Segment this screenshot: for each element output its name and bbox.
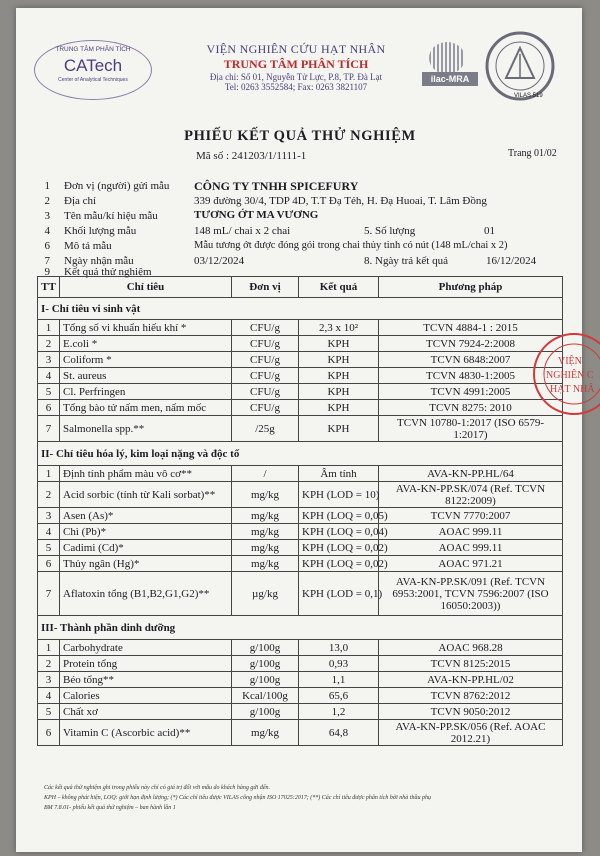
cell-unit: Kcal/100g [232, 688, 299, 704]
table-row [38, 400, 563, 416]
cell-criteria: Calories [60, 688, 232, 704]
table-row [38, 416, 563, 442]
section-header-row [38, 616, 563, 640]
cell-unit: mg/kg [232, 720, 299, 746]
cell-result: KPH [299, 400, 379, 416]
info-value-description: Mẫu tương ớt được đóng gói trong chai thủy tinh có nút (148 mL/chai x 2) [194, 240, 508, 251]
info-value-return-date: 16/12/2024 [486, 255, 537, 267]
info-value-sender: CÔNG TY TNHH SPICEFURY [194, 179, 359, 193]
table-row [38, 336, 563, 352]
header-address: Địa chỉ: Số 01, Nguyễn Tử Lực, P.8, TP. Đà Lạt [209, 72, 383, 82]
cell-criteria: Béo tổng** [60, 672, 232, 688]
table-row [38, 540, 563, 556]
footer-note-1: Các kết quả thử nghiệm ghi trong phiếu này chỉ có giá trị đối với mẫu do khách hàng gửi đến. [44, 785, 270, 791]
cell-result: KPH (LOD = 0,1) [299, 572, 379, 616]
table-row [38, 482, 563, 508]
cell-unit: CFU/g [232, 352, 299, 368]
col-header-unit: Đơn vị [232, 277, 299, 298]
logo-top-text: TRUNG TÂM PHÂN TÍCH [55, 46, 131, 53]
cell-tt: 5 [38, 704, 60, 720]
cell-unit: / [232, 466, 299, 482]
cell-unit: g/100g [232, 656, 299, 672]
cell-tt: 2 [38, 482, 60, 508]
stamp-line-3: HẠT NHÂ [550, 384, 595, 395]
cell-criteria: Cadimi (Cd)* [60, 540, 232, 556]
cell-criteria: Protein tổng [60, 656, 232, 672]
cell-method: TCVN 7924-2:2008 [379, 336, 563, 352]
table-row [38, 640, 563, 656]
section-title: II- Chỉ tiêu hóa lý, kim loại nặng và độc tố [38, 442, 563, 466]
cell-tt: 6 [38, 556, 60, 572]
table-header-row [38, 277, 563, 298]
cell-method: AVA-KN-PP.HL/02 [379, 672, 563, 688]
table-row [38, 672, 563, 688]
cell-tt: 3 [38, 352, 60, 368]
cell-method: AOAC 971.21 [379, 556, 563, 572]
report-title: PHIẾU KẾT QUẢ THỬ NGHIỆM [184, 128, 416, 144]
cell-result: 64,8 [299, 720, 379, 746]
section-header-row [38, 298, 563, 320]
info-num-6: 6 [44, 240, 50, 252]
report-code: Mã số : 241203/1/1111-1 [196, 150, 307, 162]
info-label-sender: Đơn vị (người) gửi mẫu [64, 180, 170, 192]
cell-criteria: Tổng bào tử nấm men, nấm mốc [60, 400, 232, 416]
section-title: III- Thành phần dinh dưỡng [38, 616, 563, 640]
cell-unit: g/100g [232, 640, 299, 656]
cell-criteria: Định tính phẩm màu vô cơ** [60, 466, 232, 482]
cell-unit: mg/kg [232, 482, 299, 508]
ilac-mra-logo [422, 42, 476, 90]
footer-note-2: KPH – không phát hiện, LOQ: giới hạn định lượng; (*) Các chỉ tiêu được VILAS công nhận ISO 17025:2017; (**) Các chỉ tiêu được phân tích bởi nhà thầu phụ [44, 795, 431, 801]
cell-criteria: Chì (Pb)* [60, 524, 232, 540]
cell-tt: 4 [38, 524, 60, 540]
center-name: TRUNG TÂM PHÂN TÍCH [223, 57, 369, 71]
cell-criteria: Aflatoxin tổng (B1,B2,G1,G2)** [60, 572, 232, 616]
cell-method: TCVN 10780-1:2017 (ISO 6579-1:2017) [379, 416, 563, 442]
cell-criteria: Asen (As)* [60, 508, 232, 524]
cell-criteria: Salmonella spp.** [60, 416, 232, 442]
cell-criteria: Tổng số vi khuẩn hiếu khí * [60, 320, 232, 336]
col-header-method: Phương pháp [379, 277, 563, 298]
cell-result: 1,2 [299, 704, 379, 720]
info-num-9: 9 [44, 266, 50, 278]
table-row [38, 720, 563, 746]
cell-method: TCVN 4830-1:2005 [379, 368, 563, 384]
cell-unit: /25g [232, 416, 299, 442]
cell-tt: 1 [38, 640, 60, 656]
cell-method: TCVN 6848:2007 [379, 352, 563, 368]
info-value-address: 339 đường 30/4, TDP 4D, T.T Đạ Tẻh, H. Đạ Huoai, T. Lâm Đồng [194, 195, 487, 207]
cell-unit: g/100g [232, 672, 299, 688]
cell-criteria: Cl. Perfringen [60, 384, 232, 400]
cell-tt: 4 [38, 368, 60, 384]
cell-method: AVA-KN-PP.SK/056 (Ref. AOAC 2012.21) [379, 720, 563, 746]
table-row [38, 524, 563, 540]
cell-result: KPH [299, 416, 379, 442]
cell-tt: 5 [38, 384, 60, 400]
cell-unit: mg/kg [232, 556, 299, 572]
col-header-result: Kết quả [299, 277, 379, 298]
section-title: I- Chỉ tiêu vi sinh vật [38, 298, 563, 320]
logo-sub-text: Center of Analytical Techniques [58, 77, 128, 83]
cell-tt: 5 [38, 540, 60, 556]
header-center [176, 42, 416, 92]
logo-main-text: CATech [63, 56, 123, 75]
cell-result: KPH (LOQ = 0,05) [299, 508, 379, 524]
cell-result: 13,0 [299, 640, 379, 656]
table-row [38, 704, 563, 720]
cell-criteria: Thủy ngân (Hg)* [60, 556, 232, 572]
cell-result: KPH (LOQ = 0,04) [299, 524, 379, 540]
cell-method: AVA-KN-PP.SK/091 (Ref. TCVN 6953:2001, TCVN 7596:2007 (ISO 16050:2003)) [379, 572, 563, 616]
cell-method: TCVN 8275: 2010 [379, 400, 563, 416]
stamp-line-2: NGHIÊN C [546, 370, 594, 381]
cell-method: AOAC 999.11 [379, 540, 563, 556]
info-value-sample-name: TƯƠNG ỚT MA VƯƠNG [194, 209, 319, 221]
cell-tt: 1 [38, 320, 60, 336]
header-phone: Tel: 0263 3552584; Fax: 0263 3821107 [224, 82, 368, 92]
cell-unit: CFU/g [232, 368, 299, 384]
boa-accreditation-seal-icon [484, 30, 556, 102]
cell-tt: 6 [38, 720, 60, 746]
cell-result: 1,1 [299, 672, 379, 688]
cell-criteria: Carbohydrate [60, 640, 232, 656]
info-value-received-date: 03/12/2024 [194, 255, 245, 267]
institute-name: VIỆN NGHIÊN CỨU HẠT NHÂN [206, 42, 386, 56]
cell-tt: 6 [38, 400, 60, 416]
info-label-return-date: 8. Ngày trả kết quả [364, 255, 448, 267]
results-table-body [38, 298, 563, 746]
info-label-description: Mô tả mẫu [64, 240, 112, 252]
cell-tt: 2 [38, 336, 60, 352]
cell-criteria: E.coli * [60, 336, 232, 352]
info-label-sample-volume: Khối lượng mẫu [64, 225, 137, 237]
catech-logo [34, 40, 152, 100]
cell-method: AVA-KN-PP.SK/074 (Ref. TCVN 8122:2009) [379, 482, 563, 508]
table-row [38, 572, 563, 616]
section-header-row [38, 442, 563, 466]
cell-tt: 7 [38, 416, 60, 442]
cell-criteria: Coliform * [60, 352, 232, 368]
cell-tt: 1 [38, 466, 60, 482]
cell-result: KPH (LOQ = 0,02) [299, 556, 379, 572]
cell-result: 0,93 [299, 656, 379, 672]
cell-result: 65,6 [299, 688, 379, 704]
cell-unit: µg/kg [232, 572, 299, 616]
cell-result: KPH [299, 336, 379, 352]
table-row [38, 508, 563, 524]
vilas-number: VILAS 519 [514, 93, 543, 99]
cell-unit: mg/kg [232, 540, 299, 556]
cell-tt: 7 [38, 572, 60, 616]
cell-method: TCVN 4991:2005 [379, 384, 563, 400]
cell-method: TCVN 9050:2012 [379, 704, 563, 720]
table-row [38, 368, 563, 384]
table-row [38, 556, 563, 572]
col-header-criteria: Chỉ tiêu [60, 277, 232, 298]
cell-result: KPH [299, 352, 379, 368]
info-label-results: Kết quả thử nghiệm [64, 266, 152, 278]
cell-result: 2,3 x 10² [299, 320, 379, 336]
cell-tt: 4 [38, 688, 60, 704]
ilac-globe-icon [429, 42, 465, 74]
ilac-label: ilac-MRA [422, 72, 478, 86]
cell-tt: 2 [38, 656, 60, 672]
footer-note-3: BM 7.8.01- phiếu kết quả thử nghiệm – ban hành lần 1 [44, 805, 176, 811]
info-num-1: 1 [44, 180, 50, 192]
cell-unit: g/100g [232, 704, 299, 720]
cell-criteria: Vitamin C (Ascorbic acid)** [60, 720, 232, 746]
cell-unit: CFU/g [232, 336, 299, 352]
stamp-line-1: VIỆN [558, 356, 582, 367]
info-value-sample-volume: 148 mL/ chai x 2 chai [194, 225, 291, 237]
table-row [38, 466, 563, 482]
table-row [38, 384, 563, 400]
cell-method: AVA-KN-PP.HL/64 [379, 466, 563, 482]
cell-result: KPH [299, 368, 379, 384]
info-num-2: 2 [44, 195, 50, 207]
info-num-3: 3 [44, 210, 50, 222]
info-num-7: 7 [44, 255, 50, 267]
col-header-tt: TT [38, 277, 60, 298]
cell-method: TCVN 7770:2007 [379, 508, 563, 524]
cell-criteria: Acid sorbic (tính từ Kali sorbat)** [60, 482, 232, 508]
info-label-sample-name: Tên mẫu/kí hiệu mẫu [64, 210, 158, 222]
cell-criteria: Chất xơ [60, 704, 232, 720]
page-number: Trang 01/02 [508, 148, 557, 159]
table-row [38, 320, 563, 336]
cell-method: AOAC 999.11 [379, 524, 563, 540]
cell-tt: 3 [38, 672, 60, 688]
cell-method: TCVN 4884-1 : 2015 [379, 320, 563, 336]
cell-unit: CFU/g [232, 320, 299, 336]
cell-criteria: St. aureus [60, 368, 232, 384]
cell-tt: 3 [38, 508, 60, 524]
cell-result: KPH [299, 384, 379, 400]
cell-unit: CFU/g [232, 384, 299, 400]
table-row [38, 688, 563, 704]
cell-method: AOAC 968.28 [379, 640, 563, 656]
info-label-received-date: Ngày nhận mẫu [64, 255, 134, 267]
cell-result: KPH (LOQ = 0,02) [299, 540, 379, 556]
cell-unit: mg/kg [232, 524, 299, 540]
red-stamp-seal [528, 330, 594, 418]
table-row [38, 656, 563, 672]
info-label-quantity: 5. Số lượng [364, 225, 416, 237]
cell-unit: mg/kg [232, 508, 299, 524]
info-value-quantity: 01 [484, 225, 495, 237]
info-num-4: 4 [44, 225, 50, 237]
cell-unit: CFU/g [232, 400, 299, 416]
cell-method: TCVN 8125:2015 [379, 656, 563, 672]
results-table [37, 276, 563, 746]
info-label-address: Địa chỉ [64, 195, 97, 207]
table-row [38, 352, 563, 368]
cell-result: KPH (LOD = 10) [299, 482, 379, 508]
cell-method: TCVN 8762:2012 [379, 688, 563, 704]
cell-result: Âm tính [299, 466, 379, 482]
